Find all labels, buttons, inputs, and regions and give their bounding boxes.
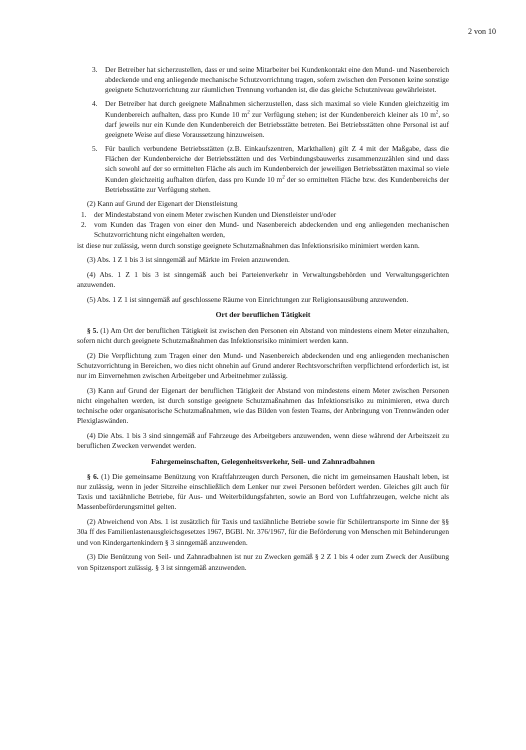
sub-item-number: 1. bbox=[81, 210, 87, 220]
item-number: 3. bbox=[92, 65, 98, 74]
superscript: 2 bbox=[282, 175, 285, 181]
item-text-part: zur Verfügung stehen; ist der Kundenbereich kleiner als 10 m bbox=[249, 109, 436, 119]
sub-item-text: vom Kunden das Tragen von einer den Mund- und Nasenbereich abdeckenden und eng anliegenden mechanischen Schutzvorrichtung nicht eingehalten werden, bbox=[94, 220, 449, 240]
paragraph: ist diese nur zulässig, wenn durch sonstige geeignete Schutzmaßnahmen das Infektionsrisiko minimiert werden kann. bbox=[77, 240, 420, 250]
superscript: 2 bbox=[247, 110, 250, 116]
list-item bbox=[77, 144, 449, 195]
paragraph: (2) Die Verpflichtung zum Tragen einer den Mund- und Nasenbereich abdeckenden und eng anliegenden mechanischen Schutzvorrichtung in Bereichen, wo dies nicht ohnehin auf Grund anderer Rechtsvorschriften verpflichtend erforderlich ist, ist nur im Einvernehmen zwischen Arbeitgeber und Arbeitnehmer zulässig. bbox=[77, 350, 449, 381]
item-text-part: , so darf jeweils nur ein Kunde den Kundenbereich der Betriebsstätte betreten. Bei Betriebsstätten ohne Personal ist auf geeignete Weise auf diese Voraussetzung hinzuweisen. bbox=[105, 109, 449, 140]
list-item bbox=[77, 65, 449, 96]
paragraph: (3) Abs. 1 Z 1 bis 3 ist sinngemäß auf Märkte im Freien anzuwenden. bbox=[87, 255, 290, 265]
paragraph: (3) Die Benützung von Seil- und Zahnradbahnen ist nur zu Zwecken gemäß § 2 Z 1 bis 4 oder zum Zweck der Ausübung von Spitzensport zulässig. § 3 ist sinngemäß anzuwenden. bbox=[77, 552, 449, 572]
item-number: 4. bbox=[92, 99, 98, 109]
item-text bbox=[105, 99, 449, 140]
list-item bbox=[77, 99, 449, 140]
paragraph bbox=[77, 472, 449, 513]
section-heading: Ort der beruflichen Tätigkeit bbox=[215, 310, 311, 320]
section-label: § 5. bbox=[87, 325, 99, 335]
section-label: § 6. bbox=[87, 471, 99, 481]
item-text-part: Für baulich verbundene Betriebsstätten (z.B. Einkaufszentren, Markthallen) gilt Z 4 mit der Maßgabe, dass die Flächen der Kundenbereiche der Betriebsstätten und des Verbindungsbauwerks zusammenzuzählen sind und dass sich sowohl auf der so ermittelten Fläche als auch im Kundenbereich der jeweiligen Betriebsstätten maximal so viele Kunden gleichzeitig aufhalten dürfen, dass pro Kunde 10 m bbox=[105, 144, 449, 184]
paragraph: (5) Abs. 1 Z 1 ist sinngemäß auf geschlossene Räume von Einrichtungen zur Religionsausübung anzuwenden. bbox=[87, 295, 409, 305]
paragraph bbox=[77, 326, 449, 346]
section-heading: Fahrgemeinschaften, Gelegenheitsverkehr, Seil- und Zahnradbahnen bbox=[151, 456, 375, 466]
paragraph: (4) Abs. 1 Z 1 bis 3 ist sinngemäß auch bei Parteienverkehr in Verwaltungsbehörden und Verwaltungsgerichten anzuwenden. bbox=[77, 270, 449, 290]
sub-item bbox=[77, 220, 449, 240]
item-text-part: der so ermittelten Fläche bzw. des Kundenbereichs der Betriebsstätte zur Verfügung stehen. bbox=[105, 174, 450, 194]
sub-item-text: der Mindestabstand von einem Meter zwischen Kunden und Dienstleister und/oder bbox=[94, 210, 337, 220]
paragraph: (3) Kann auf Grund der Eigenart der beruflichen Tätigkeit der Abstand von mindestens einem Meter zwischen Personen nicht eingehalten werden, ist durch sonstige geeignete Schutzmaßnahmen das Infektionsrisiko zu minimieren, etwa durch technische oder organisatorische Schutzmaßnahmen, wie das Bilden von festen Teams, der Anbringung von Trennwänden oder Plexiglaswänden. bbox=[77, 385, 449, 426]
item-text-part: Der Betreiber hat durch geeignete Maßnahmen sicherzustellen, dass sich maximal so viele Kunden gleichzeitig im Kundenbereich aufhalten, dass pro Kunde 10 m bbox=[105, 99, 449, 119]
item-text bbox=[105, 144, 449, 195]
paragraph-text: (1) Am Ort der beruflichen Tätigkeit ist zwischen den Personen ein Abstand von mindestens einem Meter einzuhalten, sofern nicht durch geeignete Schutzmaßnahmen das Infektionsrisiko minimiert werden kann. bbox=[77, 325, 450, 345]
document-body bbox=[77, 65, 449, 577]
paragraph: (2) Abweichend von Abs. 1 ist zusätzlich für Taxis und taxiähnliche Betriebe sowie für Schülertransporte im Sinne der §§ 30a ff des Familienlastenausgleichsgesetzes 1967, BGBl. Nr. 376/1967, für die Beförderung von Menschen mit Behinderungen und von Kindergartenkindern § 3 sinngemäß anzuwenden. bbox=[77, 517, 449, 547]
paragraph-text: (1) Die gemeinsame Benützung von Kraftfahrzeugen durch Personen, die nicht im gemeinsamen Haushalt leben, ist nur zulässig, wenn in jeder Sitzreihe einschließlich dem Lenker nur zwei Personen befördert werden. Gleiches gilt auch für Taxis und taxiähnliche Betriebe, für Aus- und Weiterbildungsfahrten, sowie an Bord von Luftfahrzeugen, welche nicht als Massenbeförderungsmittel gelten. bbox=[77, 471, 449, 512]
sub-item bbox=[77, 210, 449, 220]
paragraph: (4) Die Abs. 1 bis 3 sind sinngemäß auf Fahrzeuge des Arbeitgebers anzuwenden, wenn diese während der Arbeitszeit zu beruflichen Zwecken verwendet werden. bbox=[77, 431, 449, 451]
item-text: Der Betreiber hat sicherzustellen, dass er und seine Mitarbeiter bei Kundenkontakt eine den Mund- und Nasenbereich abdeckende und eng anliegende mechanische Schutzvorrichtung tragen, sofern zwischen den Personen keine sonstige geeignete Schutzvorrichtung zur räumlichen Trennung vorhanden ist, die das gleiche Schutzniveau gewährleistet. bbox=[105, 65, 449, 95]
superscript: 2 bbox=[435, 110, 439, 116]
item-number: 5. bbox=[92, 144, 98, 154]
sub-item-number: 2. bbox=[81, 220, 87, 230]
page-number: 2 von 10 bbox=[468, 27, 496, 36]
paragraph: (2) Kann auf Grund der Eigenart der Dienstleistung bbox=[87, 198, 238, 208]
